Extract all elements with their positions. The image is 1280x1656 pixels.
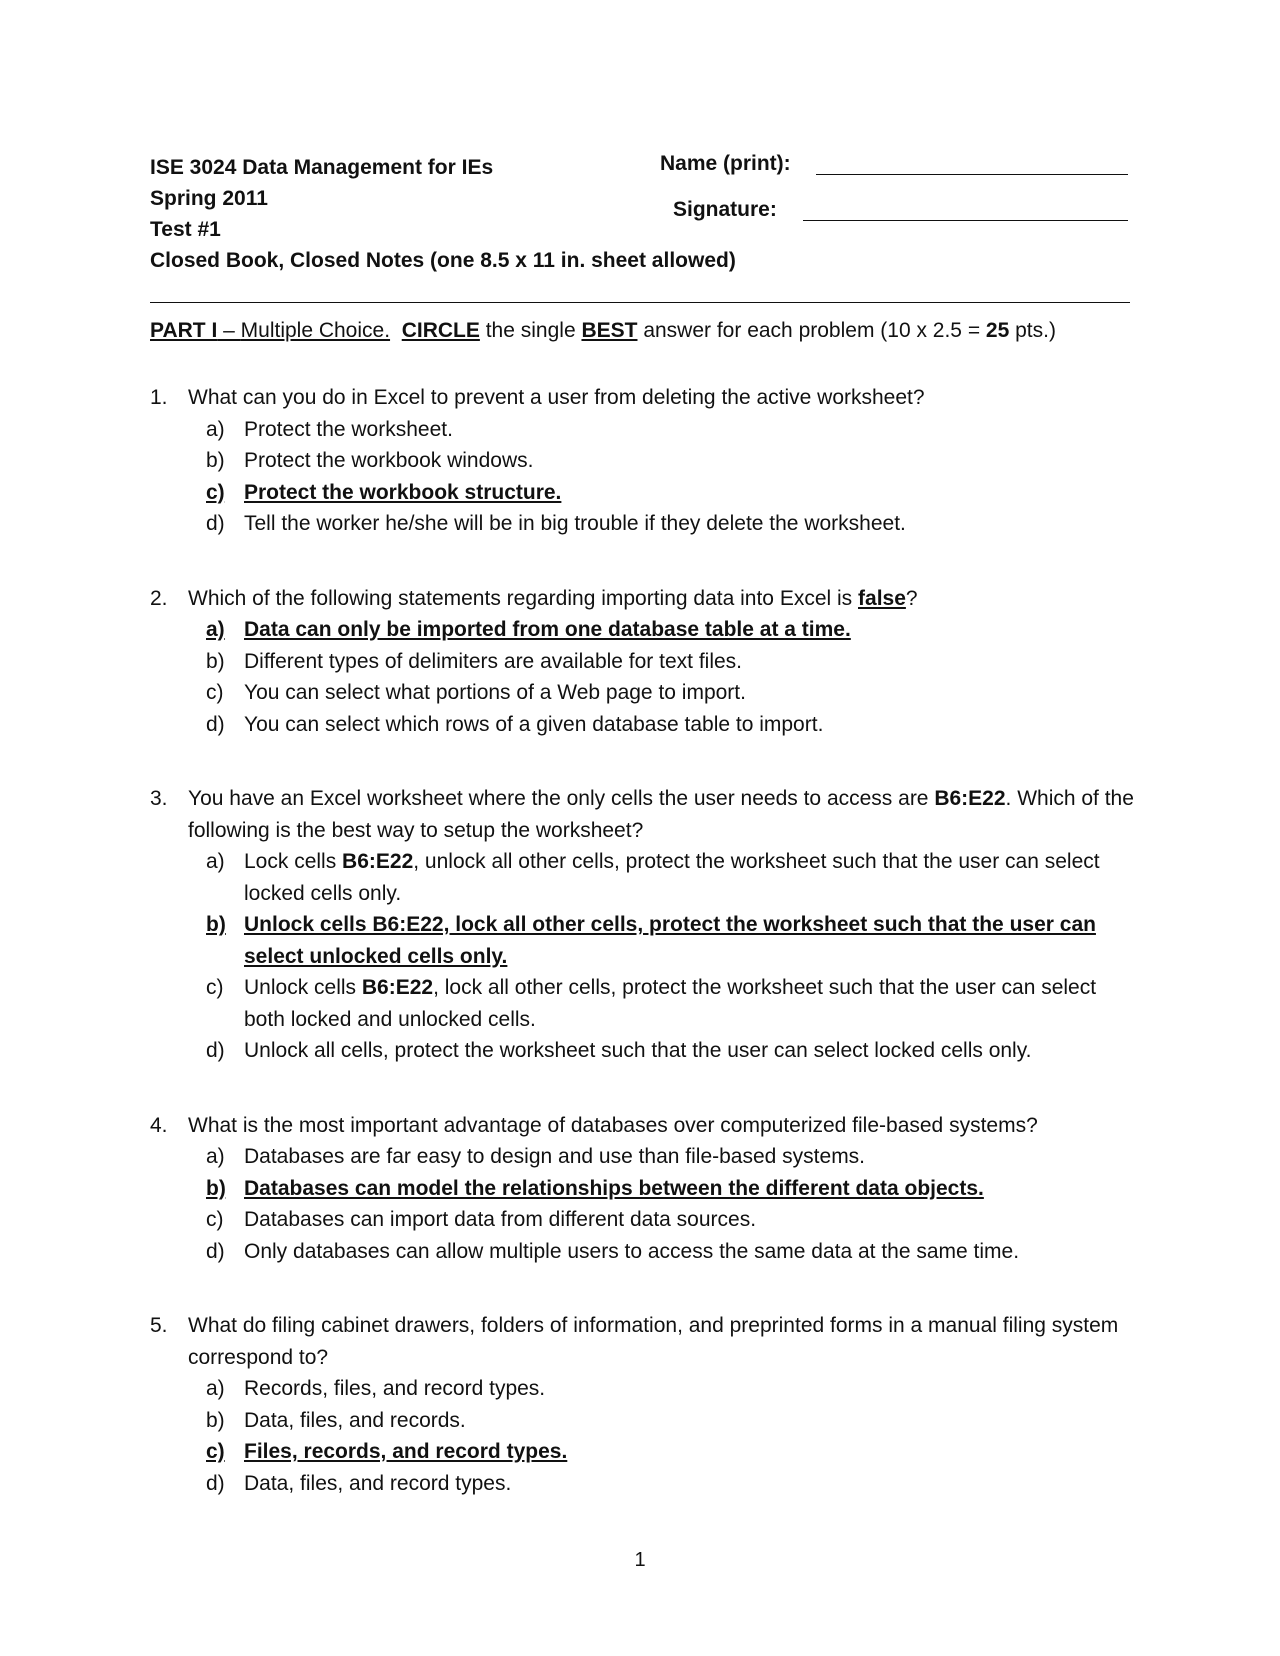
option-a[interactable]: [206, 846, 1140, 909]
question-4: [150, 1110, 1140, 1268]
part-type: Multiple Choice.: [240, 319, 391, 342]
option-letter: b): [206, 449, 225, 472]
option-text: Only databases can allow multiple users to access the same data at the same time.: [244, 1239, 1020, 1263]
option-b[interactable]: [206, 445, 1140, 477]
option-letter: d): [206, 1471, 225, 1495]
option-b[interactable]: [206, 1405, 1140, 1437]
signature-field-line[interactable]: [803, 220, 1128, 221]
option-text: Databases are far easy to design and use than file-based systems.: [244, 1145, 866, 1168]
option-text: Data, files, and records.: [244, 1408, 466, 1432]
option-c-correct[interactable]: [206, 477, 1140, 509]
option-letter: d): [206, 512, 225, 535]
option-letter: a): [206, 417, 225, 441]
option-letter: c): [206, 480, 225, 504]
option-text: Data can only be imported from one database table at a time.: [244, 618, 851, 641]
emphasis-false: false: [858, 586, 906, 610]
option-d[interactable]: [206, 1236, 1140, 1268]
option-text: Unlock cells B6:E22, lock all other cells, protect the worksheet such that the user can select unlocked cells only.: [244, 913, 1096, 968]
option-text: Different types of delimiters are available for text files.: [244, 649, 743, 673]
option-letter: c): [206, 976, 224, 999]
option-c[interactable]: [206, 1204, 1140, 1236]
option-b[interactable]: [206, 646, 1140, 678]
option-c[interactable]: [206, 972, 1140, 1035]
option-letter: a): [206, 618, 225, 641]
option-text: Protect the worksheet.: [244, 417, 453, 441]
option-d[interactable]: [206, 1035, 1140, 1067]
option-a-correct[interactable]: [206, 614, 1140, 646]
option-text: You can select which rows of a given database table to import.: [244, 712, 824, 736]
option-text: Tell the worker he/she will be in big trouble if they delete the worksheet.: [244, 512, 906, 535]
question-text: What can you do in Excel to prevent a user from deleting the active worksheet?: [188, 386, 925, 409]
best-word: BEST: [581, 319, 638, 342]
option-letter: a): [206, 1145, 225, 1168]
option-letter: d): [206, 712, 225, 736]
option-b-correct[interactable]: [206, 1173, 1140, 1205]
option-letter: b): [206, 913, 226, 936]
instructions-rest: answer for each problem (10 x 2.5 =: [637, 319, 986, 342]
option-letter: d): [206, 1039, 225, 1062]
pts-suffix: pts.): [1009, 319, 1056, 342]
option-text: Databases can import data from different data sources.: [244, 1208, 757, 1231]
option-text: Lock cells B6:E22, unlock all other cells, protect the worksheet such that the user can select locked cells only.: [244, 850, 1100, 905]
option-a[interactable]: [206, 414, 1140, 446]
test-number: Test #1: [150, 218, 221, 241]
question-number: 2.: [150, 586, 168, 610]
question-1: [150, 382, 1140, 540]
option-letter: c): [206, 1208, 224, 1231]
question-5: [150, 1310, 1140, 1499]
question-text: You have an Excel worksheet where the only cells the user needs to access are B6:E22. Which of the following is the best way to setup the worksheet?: [188, 787, 1134, 842]
option-text: Databases can model the relationships between the different data objects.: [244, 1176, 984, 1200]
part-label: PART I: [150, 319, 218, 342]
option-letter: c): [206, 1440, 225, 1463]
question-list: [150, 382, 1140, 1542]
option-letter: b): [206, 1408, 225, 1432]
course-title: ISE 3024 Data Management for IEs: [150, 156, 494, 179]
option-a[interactable]: [206, 1141, 1140, 1173]
question-text: What is the most important advantage of databases over computerized file-based systems?: [188, 1113, 1038, 1137]
option-letter: a): [206, 1377, 225, 1400]
cell-range: B6:E22: [342, 850, 414, 873]
name-field-line[interactable]: [816, 174, 1128, 175]
option-letter: b): [206, 649, 225, 673]
question-text: What do filing cabinet drawers, folders of information, and preprinted forms in a manual filing system correspond to?: [188, 1314, 1119, 1369]
question-number: 4.: [150, 1113, 168, 1137]
option-text: Unlock all cells, protect the worksheet such that the user can select locked cells only.: [244, 1039, 1032, 1062]
exam-rules: Closed Book, Closed Notes (one 8.5 x 11 in. sheet allowed): [150, 249, 736, 272]
option-letter: a): [206, 850, 225, 873]
part-instructions: [150, 319, 1056, 343]
option-text: Unlock cells B6:E22, lock all other cells, protect the worksheet such that the user can select both locked and unlocked cells.: [244, 976, 1097, 1031]
option-text: Protect the workbook windows.: [244, 449, 534, 472]
header-divider: [150, 302, 1130, 303]
total-points: 25: [985, 319, 1010, 342]
page-number: 1: [634, 1549, 646, 1571]
question-2: [150, 583, 1140, 741]
signature-label: Signature:: [673, 198, 777, 221]
circle-word: CIRCLE: [401, 319, 480, 342]
question-text: Which of the following statements regarding importing data into Excel is false?: [188, 586, 918, 610]
term: Spring 2011: [150, 187, 268, 210]
option-letter: d): [206, 1239, 225, 1263]
name-label: Name (print):: [660, 152, 791, 175]
option-text: Data, files, and record types.: [244, 1471, 512, 1495]
option-text: Records, files, and record types.: [244, 1377, 546, 1400]
option-d[interactable]: [206, 508, 1140, 540]
option-text: Files, records, and record types.: [244, 1440, 568, 1463]
the-single: the single: [479, 319, 582, 342]
question-3: [150, 783, 1140, 1067]
option-a[interactable]: [206, 1373, 1140, 1405]
exam-header: [150, 152, 736, 276]
question-number: 1.: [150, 386, 168, 409]
question-number: 5.: [150, 1314, 168, 1337]
option-text: You can select what portions of a Web page to import.: [244, 681, 746, 704]
option-letter: b): [206, 1176, 226, 1200]
option-letter: c): [206, 681, 224, 704]
option-d[interactable]: [206, 709, 1140, 741]
option-c[interactable]: [206, 677, 1140, 709]
cell-range: B6:E22: [934, 787, 1006, 810]
option-b-correct[interactable]: [206, 909, 1140, 972]
option-d[interactable]: [206, 1468, 1140, 1500]
part-dash: –: [217, 319, 241, 342]
option-text: Protect the workbook structure.: [244, 480, 562, 504]
question-number: 3.: [150, 787, 168, 810]
option-c-correct[interactable]: [206, 1436, 1140, 1468]
cell-range: B6:E22: [361, 976, 434, 999]
